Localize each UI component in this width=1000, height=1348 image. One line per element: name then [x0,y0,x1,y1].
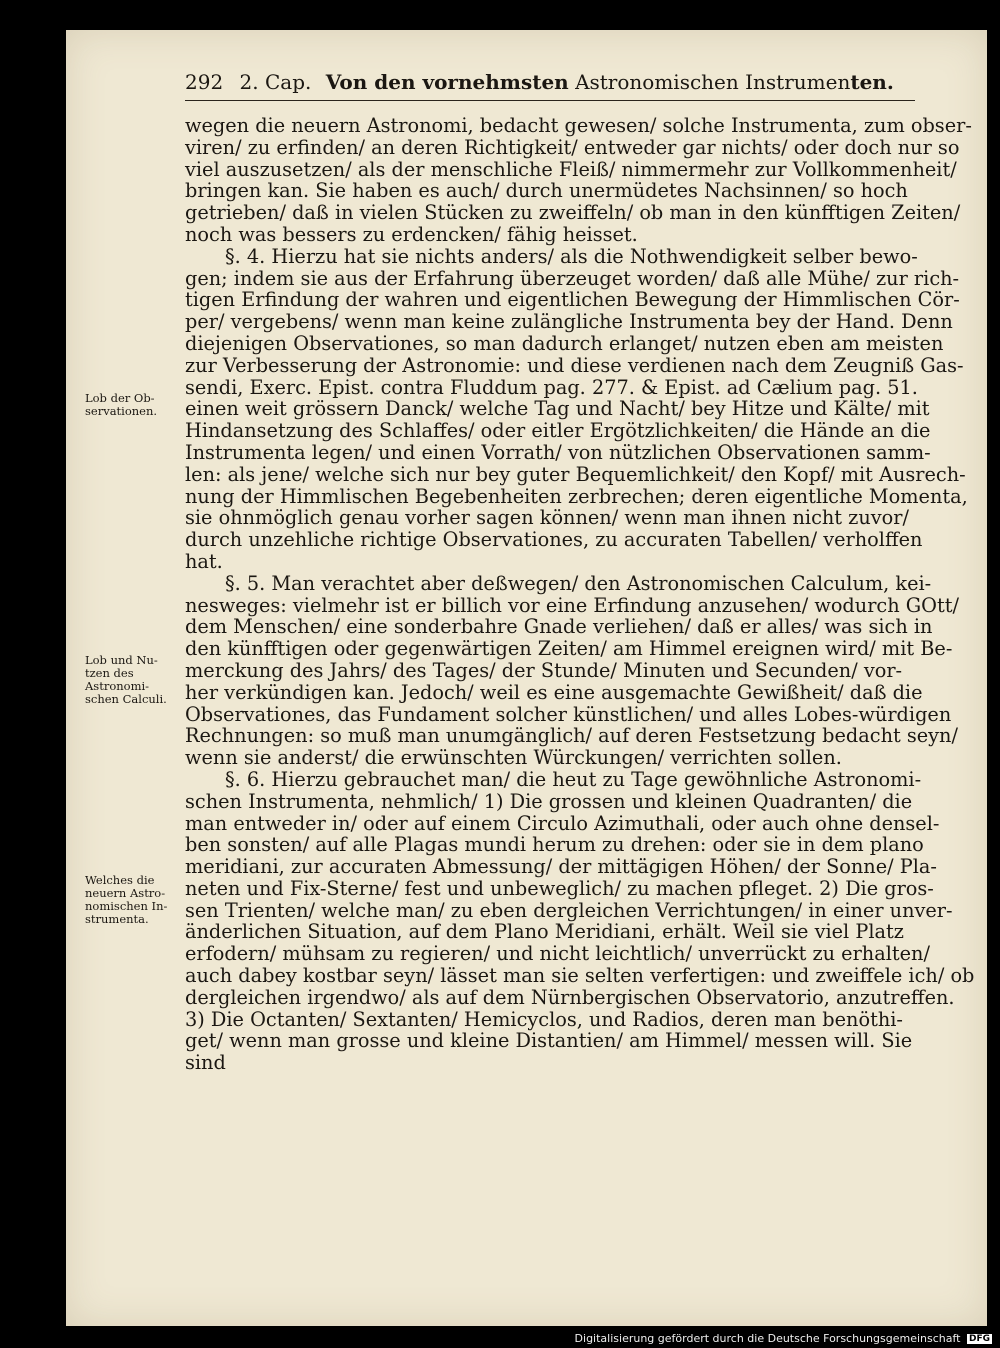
margin-note-line: Lob und Nu- [85,653,158,667]
header-title-end-bold: ten. [850,70,894,94]
margin-note-line: neuern Astro- [85,886,166,900]
chapter-label: 2. Cap. [239,70,312,94]
body-text [185,114,975,1075]
text-line: änderlichen Situation, auf dem Plano Meridiani, erhält. Weil sie viel Platz [185,920,904,944]
text-line: Hindansetzung des Schlaffes/ oder eitler Ergötzlichkeiten/ die Hände an die [185,419,931,443]
text-line: einen weit grössern Danck/ welche Tag und Nacht/ bey Hitze und Kälte/ mit [185,397,930,421]
margin-note-line: schen Calculi. [85,692,167,706]
running-header [185,70,915,101]
margin-note-line: Astronomi- [85,679,150,693]
text-line: durch unzehliche richtige Observationes, zu accuraten Tabellen/ verholffen [185,528,923,552]
text-line: wenn sie anderst/ die erwünschten Würckungen/ verrichten sollen. [185,746,842,770]
margin-note-line: Welches die [85,873,155,887]
text-line: her verkündigen kan. Jedoch/ weil es eine ausgemachte Gewißheit/ daß die [185,680,923,704]
text-line: viren/ zu erfinden/ an deren Richtigkeit/ entweder gar nichts/ oder doch nur so [185,135,960,159]
text-line: viel auszusetzen/ als der menschliche Fleiß/ nimmermehr zur Vollkommenheit/ [185,157,957,181]
page-number: 292 [185,70,224,94]
text-line: tigen Erfindung der wahren und eigentlichen Bewegung der Himmlischen Cör- [185,288,960,312]
text-line: hat. [185,549,223,573]
text-line: dergleichen irgendwo/ als auf dem Nürnbergischen Observatorio, anzutreffen. [185,985,955,1009]
text-line: gen; indem sie aus der Erfahrung überzeuget worden/ daß alle Mühe/ zur rich- [185,266,960,290]
text-line: dem Menschen/ eine sonderbahre Gnade verliehen/ daß er alles/ was sich in [185,615,933,639]
text-line: sind [185,1051,226,1075]
text-line: diejenigen Observationes, so man dadurch erlanget/ nutzen eben am meisten [185,331,944,355]
dfg-logo: DFG [968,1334,990,1344]
footer-text: Digitalisierung gefördert durch die Deutsche Forschungsgemeinschaft [574,1332,961,1345]
text-line: noch was bessers zu erdencken/ fähig heisset. [185,222,638,246]
text-line: getrieben/ daß in vielen Stücken zu zweiffeln/ ob man in den künfftigen Zeiten/ [185,201,961,225]
text-line: den künfftigen oder gegenwärtigen Zeiten/ am Himmel ereignen wird/ mit Be- [185,637,953,661]
text-line: bringen kan. Sie haben es auch/ durch unermüdetes Nachsinnen/ so hoch [185,179,908,203]
text-line: auch dabey kostbar seyn/ lässet man sie selten verfertigen: und zweiffele ich/ ob [185,964,975,988]
text-line: 3) Die Octanten/ Sextanten/ Hemicyclos, und Radios, deren man benöthi- [185,1007,903,1031]
text-line: §. 4. Hierzu hat sie nichts anders/ als die Nothwendigkeit selber bewo- [225,244,918,268]
text-line: nung der Himmlischen Begebenheiten zerbrechen; deren eigentliche Momenta, [185,484,968,508]
footer-credit [0,1332,1000,1348]
text-line: sendi, Exerc. Epist. contra Fluddum pag. 277. & Epist. ad Cælium pag. 51. [185,375,918,399]
margin-note-line: servationen. [85,404,158,418]
text-line: per/ vergebens/ wenn man keine zulängliche Instrumenta bey der Hand. Denn [185,310,953,334]
text-line: meridiani, zur accuraten Abmessung/ der mittägigen Höhen/ der Sonne/ Pla- [185,855,937,879]
margin-note-instrumenta [85,874,185,926]
text-line: sie ohnmöglich genau vorher sagen können/ wenn man ihnen nicht zuvor/ [185,506,909,530]
text-line: Observationes, das Fundament solcher künstlichen/ und alles Lobes-würdigen [185,702,952,726]
margin-note-calculi [85,654,185,706]
text-line: neten und Fix-Sterne/ fest und unbeweglich/ zu machen pfleget. 2) Die gros- [185,876,934,900]
margin-note-line: tzen des [85,666,134,680]
text-line: zur Verbesserung der Astronomie: und diese verdienen nach dem Zeugniß Gas- [185,353,964,377]
text-line: man entweder in/ oder auf einem Circulo Azimuthali, oder auch ohne densel- [185,811,940,835]
text-line: sen Trienten/ welche man/ zu eben dergleichen Verrichtungen/ in einer unver- [185,898,953,922]
margin-note-observationen [85,392,185,418]
text-line: ben sonsten/ auf alle Plagas mundi herum zu drehen: oder sie in dem plano [185,833,924,857]
text-line: get/ wenn man grosse und kleine Distantien/ am Himmel/ messen will. Sie [185,1029,913,1053]
margin-note-line: Lob der Ob- [85,391,155,405]
margin-note-line: nomischen In- [85,899,168,913]
text-line: Rechnungen: so muß man unumgänglich/ auf deren Festsetzung bedacht seyn/ [185,724,958,748]
header-title-bold: Von den vornehmsten [325,70,569,94]
header-title-end-normal: Instrumen [745,70,851,94]
text-line: Instrumenta legen/ und einen Vorrath/ von nützlichen Observationen samm- [185,440,931,464]
text-line: schen Instrumenta, nehmlich/ 1) Die grossen und kleinen Quadranten/ die [185,789,913,813]
margin-note-line: strumenta. [85,912,149,926]
text-line: §. 6. Hierzu gebrauchet man/ die heut zu Tage gewöhnliche Astronomi- [225,767,922,791]
text-line: erfodern/ mühsam zu regieren/ und nicht leichtlich/ unverrückt zu erhalten/ [185,942,930,966]
text-line: len: als jene/ welche sich nur bey guter Bequemlichkeit/ den Kopf/ mit Ausrech- [185,462,966,486]
text-line: merckung des Jahrs/ des Tages/ der Stunde/ Minuten und Secunden/ vor- [185,658,903,682]
text-line: nesweges: vielmehr ist er billich vor eine Erfindung anzusehen/ wodurch GOtt/ [185,593,959,617]
text-line: wegen die neuern Astronomi, bedacht gewesen/ solche Instrumenta, zum obser- [185,114,972,137]
text-line: §. 5. Man verachtet aber deßwegen/ den Astronomischen Calculum, kei- [225,571,932,595]
header-title-normal: Astronomischen [575,70,739,94]
